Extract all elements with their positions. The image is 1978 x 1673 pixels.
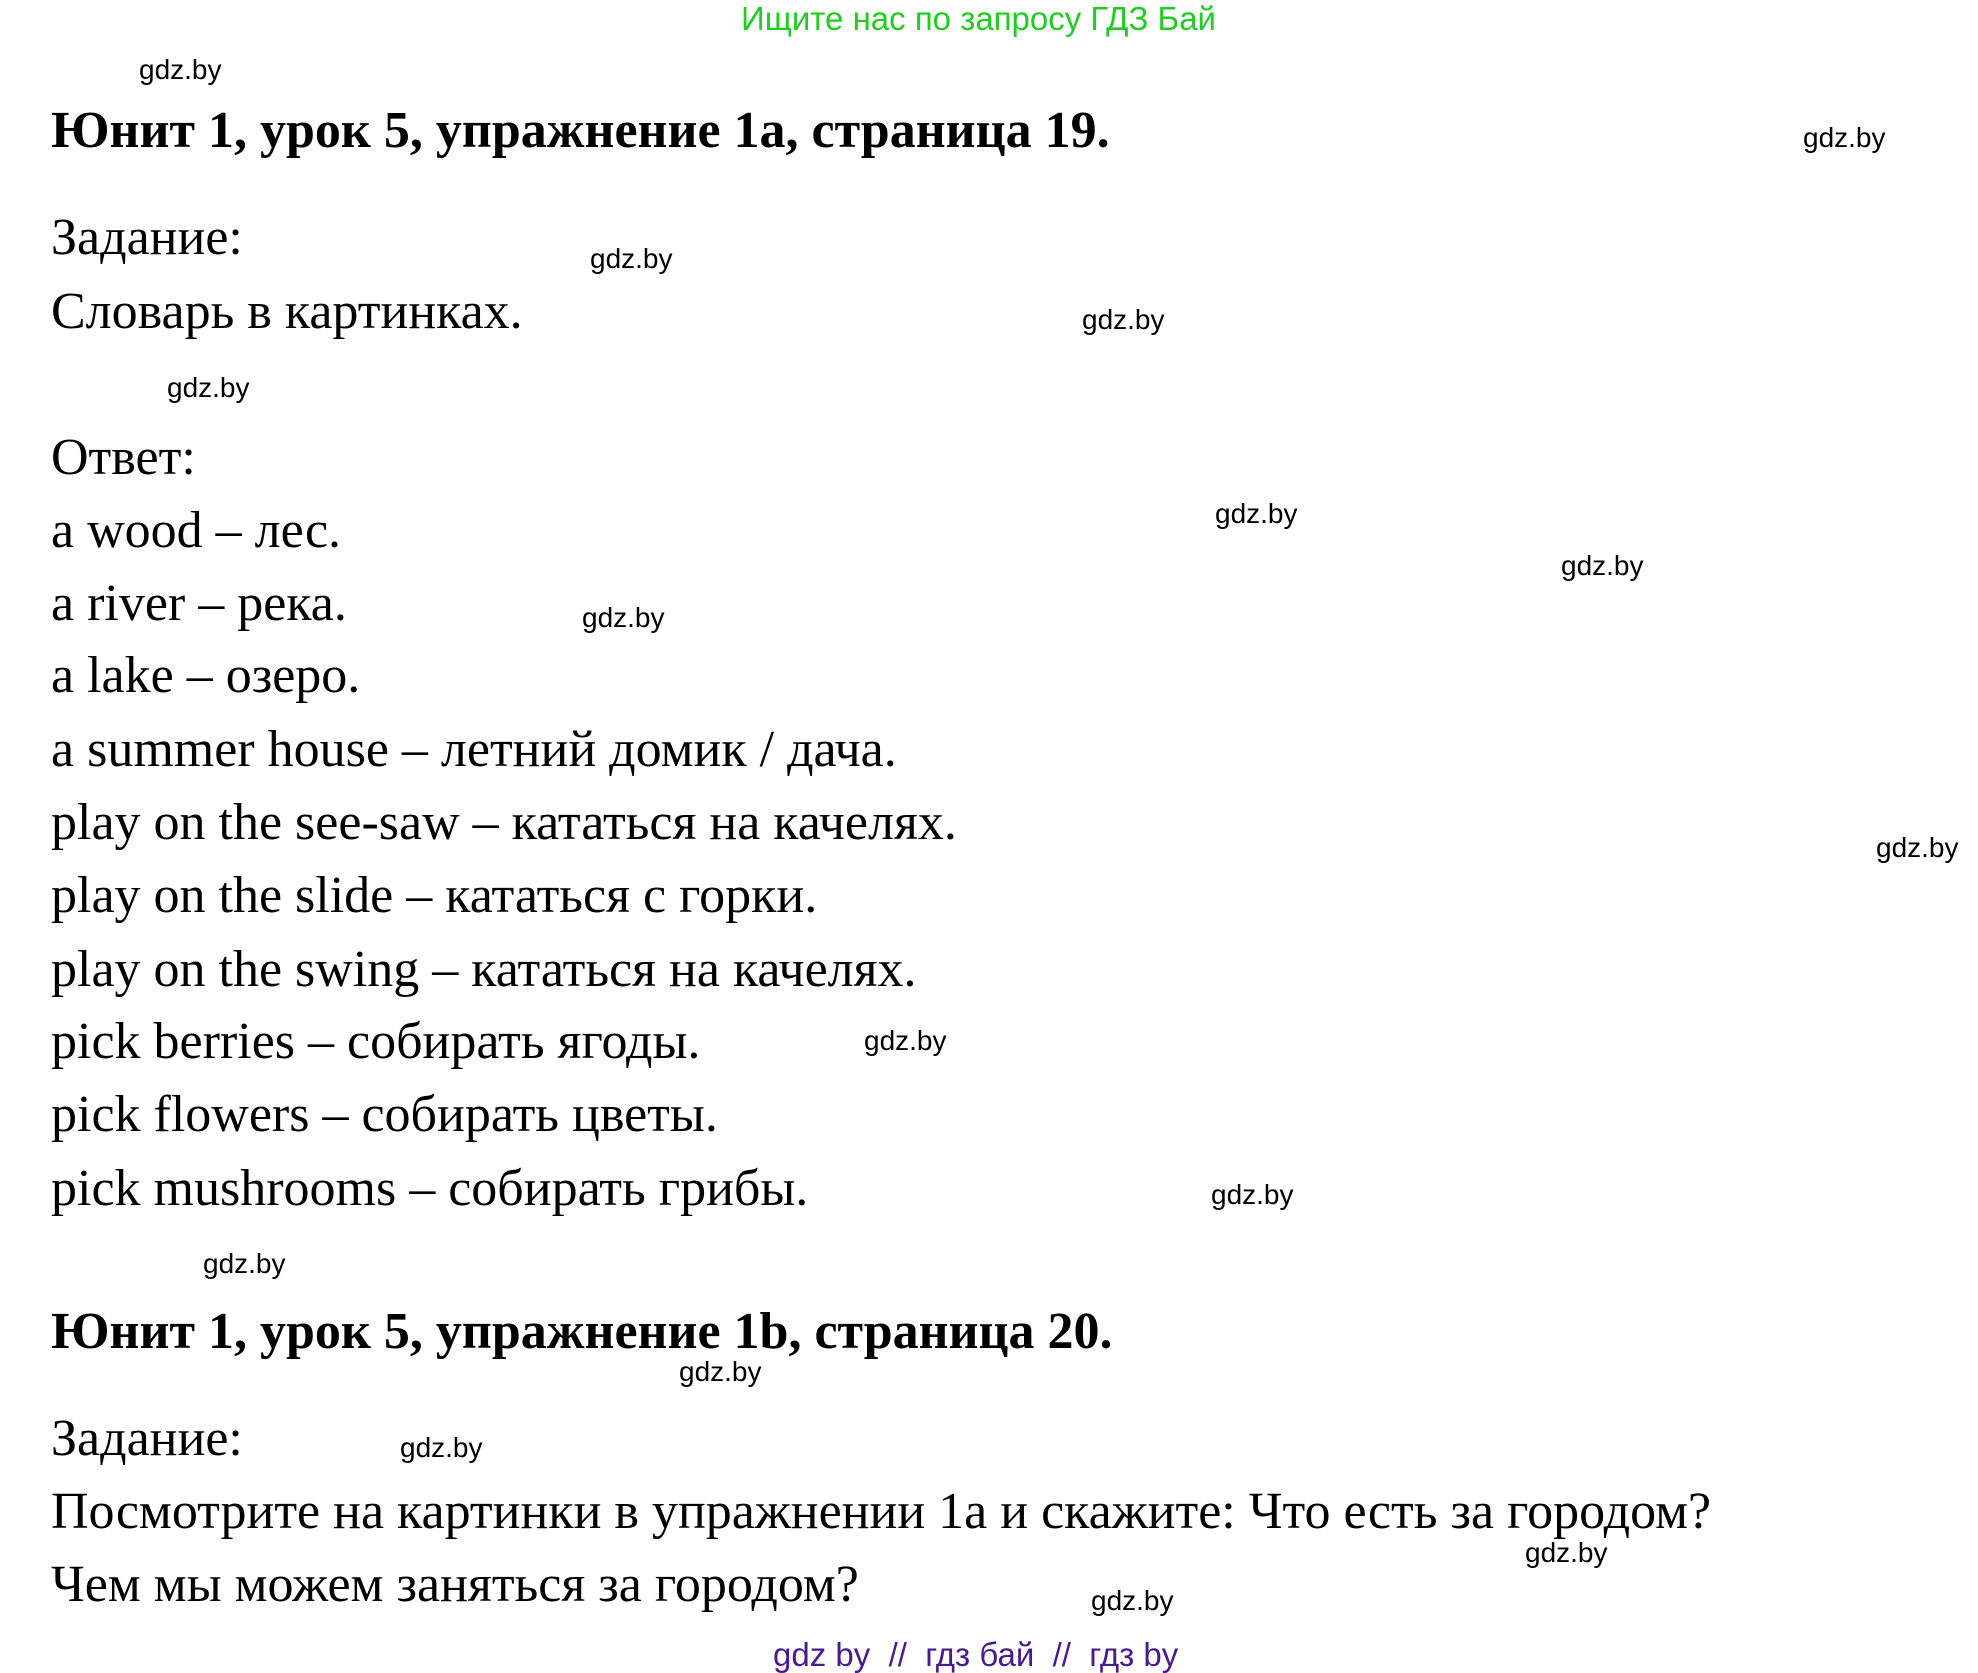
watermark: gdz.by [582,602,665,633]
answer-item: a summer house – летний домик / дача. [51,721,897,778]
answer-item: pick flowers – собирать цветы. [51,1086,718,1143]
answer-item: a lake – озеро. [51,647,361,704]
answer-item: a river – река. [51,575,347,632]
watermark: gdz.by [1211,1179,1294,1210]
watermark: gdz.by [1525,1537,1608,1568]
watermark: gdz.by [1091,1585,1174,1616]
watermark: gdz.by [1803,122,1886,153]
task-text: Посмотрите на картинки в упражнении 1a и скажите: Что есть за городом? [51,1483,1712,1540]
task-text: Словарь в картинках. [51,283,523,340]
watermark: gdz.by [139,54,222,85]
footer-links: gdz by // гдз бай // гдз by [773,1636,1179,1673]
watermark: gdz.by [864,1025,947,1056]
watermark: gdz.by [679,1356,762,1387]
search-banner: Ищите нас по запросу ГДЗ Бай [741,0,1216,37]
watermark: gdz.by [203,1248,286,1279]
task-label: Задание: [51,209,243,266]
heading-exercise-1a: Юнит 1, урок 5, упражнение 1a, страница 19. [51,102,1110,159]
watermark: gdz.by [1215,498,1298,529]
watermark: gdz.by [400,1432,483,1463]
answer-item: pick berries – собирать ягоды. [51,1013,701,1070]
heading-exercise-1b: Юнит 1, урок 5, упражнение 1b, страница 20. [51,1303,1113,1360]
answer-label: Ответ: [51,429,196,486]
watermark: gdz.by [1561,550,1644,581]
answer-item: play on the slide – кататься с горки. [51,867,818,924]
watermark: gdz.by [167,372,250,403]
watermark: gdz.by [1082,304,1165,335]
answer-item: play on the see-saw – кататься на качелях. [51,794,957,851]
watermark: gdz.by [1876,832,1959,863]
answer-item: play on the swing – кататься на качелях. [51,941,917,998]
task-text: Чем мы можем заняться за городом? [51,1556,859,1613]
task-label: Задание: [51,1410,243,1467]
answer-item: pick mushrooms – собирать грибы. [51,1160,809,1217]
watermark: gdz.by [590,243,673,274]
answer-item: a wood – лес. [51,502,342,559]
